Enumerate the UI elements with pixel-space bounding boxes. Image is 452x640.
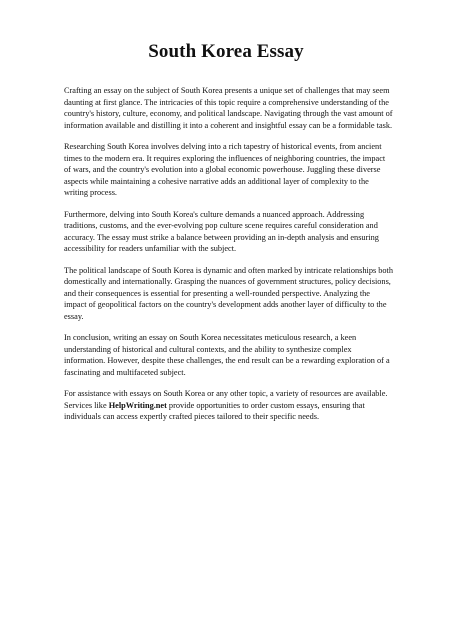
assistance-text-end: provide opportunities to order custom essays, ensuring that individuals can access expertly crafted pieces tailored to their specific needs.	[64, 400, 365, 422]
page-title: South Korea Essay	[148, 41, 304, 62]
paragraph-assistance	[64, 388, 394, 423]
paragraph-culture: Furthermore, delving into South Korea's culture demands a nuanced approach. Addressing traditions, customs, and the ever-evolving pop culture scene requires careful consideration and accuracy. The essay must strike a balance between providing an in-depth analysis and ensuring accessibility for readers unfamiliar with the subject.	[64, 209, 379, 254]
service-name: HelpWriting.net	[108, 400, 167, 410]
paragraph-politics: The political landscape of South Korea is dynamic and often marked by intricate relationships both domestically and internationally. Grasping the nuances of government structures, policy decisions, and their consequences is essential for presenting a well-rounded perspective. Analyzing the impact of geopolitical factors on the country's development adds another layer of difficulty to the essay.	[64, 265, 394, 321]
paragraph-history: Researching South Korea involves delving into a rich tapestry of historical events, from ancient times to the modern era. It requires exploring the influences of neighboring countries, the impact of wars, and the country's evolution into a global economic powerhouse. Juggling these diverse aspects while maintaining a cohesive narrative adds an additional layer of complexity to the writing process.	[64, 141, 386, 198]
essay-body	[64, 85, 394, 432]
paragraph-conclusion: In conclusion, writing an essay on South Korea necessitates meticulous research, a keen understanding of historical and cultural contexts, and the ability to synthesize complex information. However, despite these challenges, the end result can be a rewarding exploration of a fascinating and multifaceted subject.	[64, 333, 390, 377]
paragraph-intro: Crafting an essay on the subject of South Korea presents a unique set of challenges that may seem daunting at first glance. The intricacies of this topic require a comprehensive understanding of the country's history, culture, economy, and political landscape. Navigating through the vast amount of information available and distilling it into a coherent and insightful essay can be a formidable task.	[64, 86, 393, 130]
assistance-text-start: For assistance with essays on South Korea or any other topic, a variety of resources are available. Services like	[64, 389, 388, 410]
